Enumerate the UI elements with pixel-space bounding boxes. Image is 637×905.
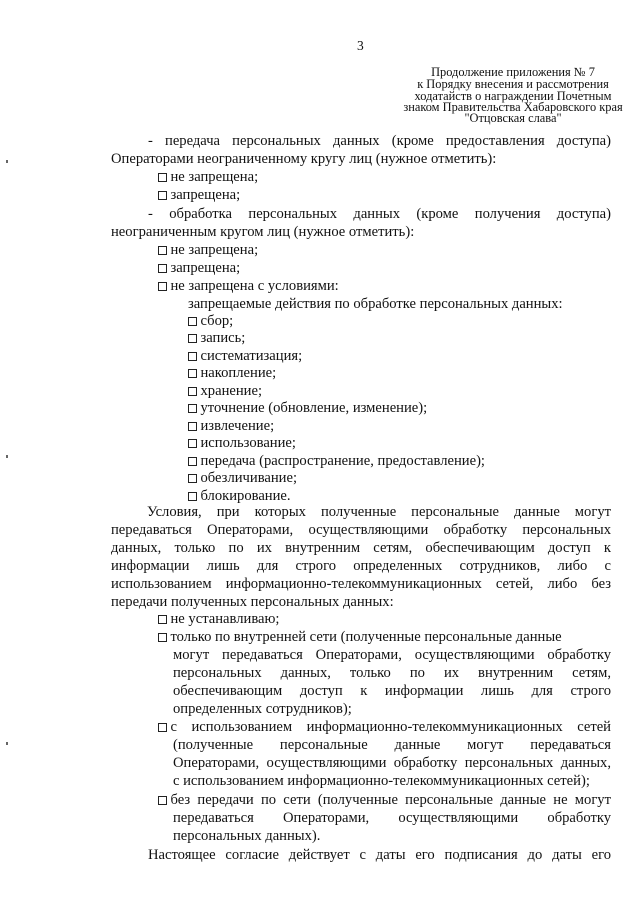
sub-heading: запрещаемые действия по обработке персональных данных: — [188, 296, 563, 312]
checkbox-icon[interactable] — [158, 723, 167, 732]
paragraph-line: передаваться Операторами, осуществляющими обработку персональных — [111, 522, 611, 538]
checkbox-icon[interactable] — [188, 492, 197, 501]
header-line: "Отцовская слава" — [464, 111, 562, 125]
checkbox-icon[interactable] — [188, 457, 197, 466]
scan-speck — [6, 742, 8, 745]
header-line: Продолжение приложения № 7 — [431, 65, 595, 79]
checkbox-icon[interactable] — [158, 173, 167, 182]
condition-line: могут передаваться Операторами, осуществляющими обработку — [173, 647, 611, 663]
paragraph-line: данных, только по их внутренним сетям, обеспечивающим доступ к — [111, 540, 611, 556]
transfer-line: Операторами неограниченному кругу лиц (нужное отметить): — [111, 151, 497, 167]
header-line: знаком Правительства Хабаровского края — [403, 100, 623, 114]
condition-option[interactable]: с использованием информационно-телекоммуникационных сетей — [158, 718, 611, 736]
checkbox-icon[interactable] — [158, 264, 167, 273]
condition-line: персональных данных, только по их внутренним сетям, — [173, 665, 611, 681]
condition-option[interactable]: не устанавливаю; — [158, 610, 279, 628]
sub-option-item[interactable]: использование; — [188, 434, 296, 452]
option-item[interactable]: не запрещена; — [158, 241, 258, 259]
condition-line: обеспечивающим доступ к информации лишь для строго — [173, 683, 611, 699]
sub-option-item[interactable]: обезличивание; — [188, 469, 297, 487]
page-number: 3 — [357, 38, 364, 53]
checkbox-icon[interactable] — [158, 282, 167, 291]
checkbox-icon[interactable] — [158, 633, 167, 642]
sub-option-item[interactable]: извлечение; — [188, 417, 274, 435]
option-item[interactable]: не запрещена с условиями: — [158, 277, 339, 295]
sub-option-item[interactable]: хранение; — [188, 382, 262, 400]
condition-line: (полученные персональные данные могут передаваться — [173, 737, 611, 753]
sub-option-item[interactable]: блокирование. — [188, 487, 291, 505]
processing-line: - обработка персональных данных (кроме получения доступа) — [148, 206, 611, 222]
header-line: к Порядку внесения и рассмотрения — [417, 77, 609, 91]
header-line: ходатайств о награждении Почетным — [414, 89, 612, 103]
condition-line: определенных сотрудников); — [173, 701, 352, 717]
transfer-line: - передача персональных данных (кроме предоставления доступа) — [148, 133, 611, 149]
option-item[interactable]: запрещена; — [158, 186, 240, 204]
option-item[interactable]: не запрещена; — [158, 168, 258, 186]
condition-line: с использованием информационно-телекоммуникационных сетей); — [173, 773, 590, 789]
checkbox-icon[interactable] — [188, 404, 197, 413]
checkbox-icon[interactable] — [158, 615, 167, 624]
condition-line: персональных данных). — [173, 828, 321, 844]
scan-speck — [6, 160, 8, 163]
sub-option-item[interactable]: передача (распространение, предоставление); — [188, 452, 485, 470]
paragraph-line: использованием информационно-телекоммуникационных сетей, либо без — [111, 576, 611, 592]
checkbox-icon[interactable] — [188, 334, 197, 343]
paragraph-line: Настоящее согласие действует с даты его подписания до даты его — [148, 847, 611, 863]
checkbox-icon[interactable] — [188, 474, 197, 483]
checkbox-icon[interactable] — [188, 439, 197, 448]
sub-option-item[interactable]: накопление; — [188, 364, 276, 382]
condition-line: Операторами, осуществляющими обработку персональных данных, — [173, 755, 611, 771]
paragraph-line: информации лишь для строго определенных сотрудников, либо с — [111, 558, 611, 574]
checkbox-icon[interactable] — [158, 246, 167, 255]
condition-option[interactable]: без передачи по сети (полученные персональные данные не могут — [158, 791, 611, 809]
checkbox-icon[interactable] — [188, 422, 197, 431]
sub-option-item[interactable]: систематизация; — [188, 347, 302, 365]
checkbox-icon[interactable] — [188, 352, 197, 361]
sub-option-item[interactable]: уточнение (обновление, изменение); — [188, 399, 427, 417]
checkbox-icon[interactable] — [188, 317, 197, 326]
processing-line: неограниченным кругом лиц (нужное отметить): — [111, 224, 415, 240]
checkbox-icon[interactable] — [188, 369, 197, 378]
paragraph-line: Условия, при которых полученные персональные данные могут — [147, 504, 611, 520]
sub-option-item[interactable]: запись; — [188, 329, 245, 347]
checkbox-icon[interactable] — [188, 387, 197, 396]
paragraph-line: передачи полученных персональных данных: — [111, 594, 394, 610]
sub-option-item[interactable]: сбор; — [188, 312, 233, 330]
condition-line: передаваться Операторами, осуществляющими обработку — [173, 810, 611, 826]
checkbox-icon[interactable] — [158, 796, 167, 805]
option-item[interactable]: запрещена; — [158, 259, 240, 277]
scan-speck — [6, 455, 8, 458]
condition-option[interactable]: только по внутренней сети (полученные персональные данные — [158, 628, 562, 646]
checkbox-icon[interactable] — [158, 191, 167, 200]
